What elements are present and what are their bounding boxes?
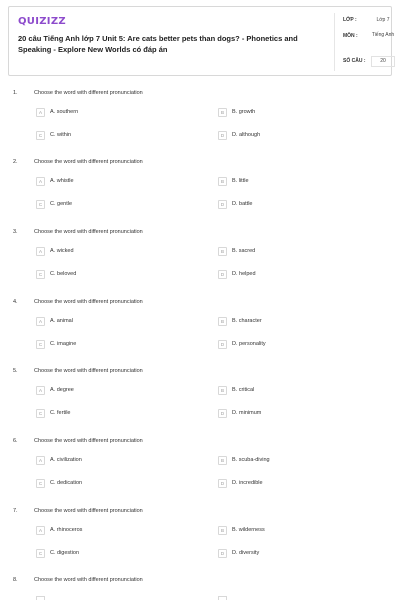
subject-value: Tiếng Anh [371,32,395,38]
option-c[interactable] [36,199,72,209]
option-letter-box: B [218,247,227,256]
question-number: 3. [13,229,18,235]
option-c[interactable] [36,269,76,279]
option-d[interactable] [218,339,266,349]
quizizz-logo[interactable]: QUIZIZZ [18,16,66,27]
option-letter-box: B [218,108,227,117]
question-text: Choose the word with different pronunciation [34,577,143,583]
question-number: 7. [13,508,18,514]
option-letter-box: B [218,526,227,535]
question-text: Choose the word with different pronunciation [34,229,143,235]
option-a[interactable] [36,316,73,326]
option-d[interactable] [218,269,256,279]
option-letter-box: A [36,177,45,186]
question-number: 6. [13,438,18,444]
option-letter-box: D [218,340,227,349]
option-a[interactable] [36,176,74,186]
option-letter-box: A [36,386,45,395]
option-letter-box: B [218,317,227,326]
option-text: B. little [232,178,249,184]
option-b[interactable] [218,246,255,256]
question-number: 1. [13,90,18,96]
question-text: Choose the word with different pronunciation [34,159,143,165]
question-text: Choose the word with different pronunciation [34,438,143,444]
option-letter-box: D [218,409,227,418]
option-text: B. character [232,318,262,324]
option-letter-box: D [218,479,227,488]
question-number: 5. [13,368,18,374]
question-count-value: 20 [371,56,395,67]
option-letter-box: C [36,340,45,349]
option-b[interactable] [218,385,254,395]
option-letter-box: A [36,526,45,535]
option-text: B. critical [232,387,255,393]
option-text: B. wilderness [232,527,265,533]
option-d[interactable] [218,130,260,140]
option-text: B. sacred [232,248,256,254]
option-letter-box: C [36,131,45,140]
option-d[interactable] [218,408,261,418]
option-letter-box: D [218,549,227,558]
option-b[interactable] [218,316,262,326]
option-letter-box: D [218,200,227,209]
option-letter-box: D [218,270,227,279]
option-letter-box: A [36,247,45,256]
option-letter-box: D [218,131,227,140]
option-letter-box: A [36,317,45,326]
option-d[interactable] [218,199,252,209]
question-text: Choose the word with different pronunciation [34,90,143,96]
option-d[interactable] [218,548,259,558]
cut-off-options [36,596,376,600]
option-text: B. growth [232,109,256,115]
option-a[interactable] [36,525,82,535]
option-text: A. southern [50,109,79,115]
option-text: A. whistle [50,178,74,184]
option-text: D. although [232,132,261,138]
option-b[interactable] [218,525,265,535]
option-a[interactable] [36,107,78,117]
option-b[interactable] [218,176,249,186]
option-text: A. rhinoceros [50,527,83,533]
option-text: D. incredible [232,480,263,486]
option-c[interactable] [36,339,76,349]
option-text: C. digestion [50,550,80,556]
page-title: 20 câu Tiếng Anh lớp 7 Unit 5: Are cats better pets than dogs? - Phonetics and Speaking - Explore New Worlds có đáp án [18,34,298,54]
subject-label: MÔN : [343,33,358,39]
option-letter-box: B [218,177,227,186]
worksheet-header [8,6,395,76]
option-text: A. animal [50,318,73,324]
option-box-stub [36,596,45,600]
question-number: 2. [13,159,18,165]
option-text: A. wicked [50,248,74,254]
option-d[interactable] [218,478,263,488]
option-a[interactable] [36,246,74,256]
option-text: C. imagine [50,341,77,347]
grade-value: Lớp 7 [376,17,390,23]
question-text: Choose the word with different pronunciation [34,368,143,374]
question-text: Choose the word with different pronunciation [34,299,143,305]
option-text: C. fertile [50,410,71,416]
question-text: Choose the word with different pronunciation [34,508,143,514]
option-letter-box: C [36,549,45,558]
question-number: 4. [13,299,18,305]
header-divider [334,13,335,71]
option-letter-box: C [36,409,45,418]
option-b[interactable] [218,455,270,465]
option-b[interactable] [218,107,255,117]
option-text: A. degree [50,387,74,393]
question-count-label: SỐ CÂU : [343,58,366,64]
grade-label: LỚP : [343,17,357,23]
option-text: C. within [50,132,72,138]
option-text: A. civilization [50,457,82,463]
option-text: D. battle [232,201,253,207]
option-letter-box: A [36,108,45,117]
option-text: D. minimum [232,410,262,416]
option-letter-box: B [218,456,227,465]
option-text: D. diversity [232,550,260,556]
option-text: D. personality [232,341,266,347]
option-c[interactable] [36,548,79,558]
option-a[interactable] [36,385,74,395]
option-c[interactable] [36,478,82,488]
option-text: D. helped [232,271,256,277]
option-a[interactable] [36,455,82,465]
option-c[interactable] [36,130,71,140]
option-letter-box: C [36,200,45,209]
question-number: 8. [13,577,18,583]
option-box-stub [218,596,227,600]
option-text: B. scuba-diving [232,457,270,463]
option-text: C. dedication [50,480,83,486]
option-text: C. gentle [50,201,73,207]
option-letter-box: C [36,270,45,279]
option-letter-box: A [36,456,45,465]
option-letter-box: B [218,386,227,395]
option-c[interactable] [36,408,70,418]
option-text: C. beloved [50,271,77,277]
option-letter-box: C [36,479,45,488]
